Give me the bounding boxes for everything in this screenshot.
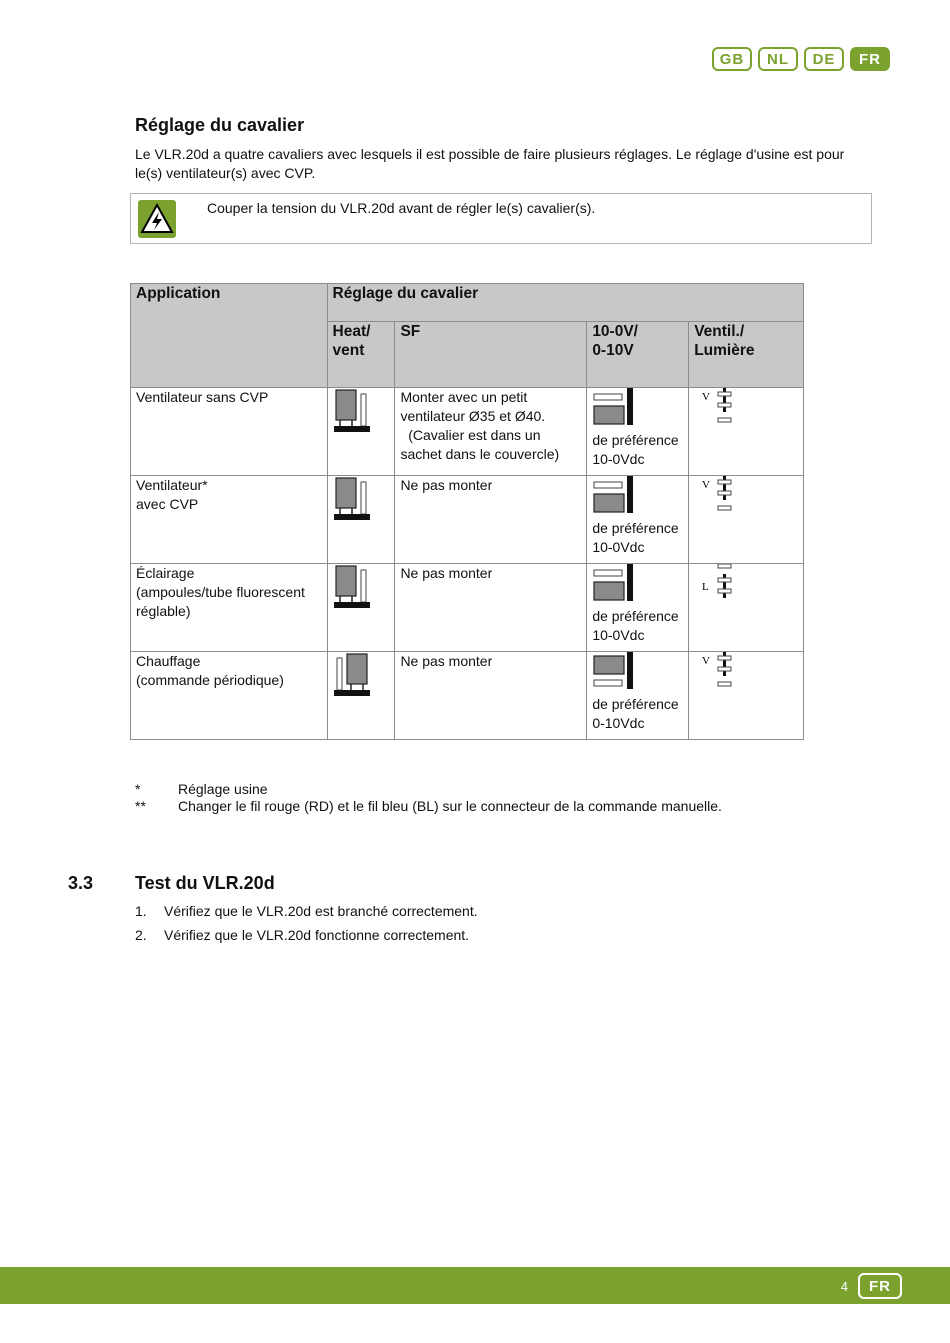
cell-heat [327,652,395,740]
list-item: 2. Vérifiez que le VLR.20d fonctionne correctement. [135,927,470,943]
intro-paragraph: Le VLR.20d a quatre cavaliers avec lesquels il est possible de faire plusieurs réglages. Le réglage d'usine est pour le(s) ventilateur(s) avec CVP. [135,146,845,181]
table-row [131,564,804,652]
cell-sf: Monter avec un petit ventilateur Ø35 et Ø40. (Cavalier est dans un sachet dans le couvercle) [395,388,587,476]
jumper-010v-icon [592,388,638,426]
footer-lang-tab: FR [858,1273,902,1299]
section-title: Réglage du cavalier [135,115,305,135]
cell-vent [689,564,804,652]
lang-tab-nl[interactable]: NL [758,47,798,71]
cell-heat [327,476,395,564]
jumper-heat-icon [333,564,373,610]
lang-tab-fr[interactable]: FR [850,47,890,71]
cell-application: Éclairage (ampoules/tube fluorescent réglable) [131,564,328,652]
cell-010v [587,652,689,740]
jumper-heat-icon [333,652,373,698]
cell-vent [689,476,804,564]
svg-text:L: L [702,581,709,593]
preference-text: de préférence 10-0Vdc [592,432,679,467]
jumper-vent-icon [694,564,734,602]
cell-010v [587,388,689,476]
footnotes [135,781,722,815]
col-header-vent: Ventil./ Lumière [689,322,804,388]
table-row [131,652,804,740]
language-tabs [712,47,890,71]
jumper-table [130,283,804,740]
lang-tab-gb[interactable]: GB [712,47,752,71]
col-header-heat: Heat/ vent [327,322,395,388]
jumper-heat-icon [333,476,373,522]
cell-application: Chauffage (commande périodique) [131,652,328,740]
jumper-heat-icon [333,388,373,434]
footer-bar [0,1267,950,1304]
svg-text:V: V [702,391,711,403]
table-row [131,476,804,564]
lang-tab-de[interactable]: DE [804,47,844,71]
test-steps [135,903,478,951]
cell-010v [587,476,689,564]
jumper-vent-icon [694,476,734,514]
section-number: 3.3 [68,873,94,893]
warning-text: Couper la tension du VLR.20d avant de régler le(s) cavalier(s). [207,200,596,216]
preference-text: de préférence 0-10Vdc [592,696,679,731]
list-item: 1. Vérifiez que le VLR.20d est branché correctement. [135,903,478,919]
cell-sf: Ne pas monter [395,564,587,652]
cell-sf: Ne pas monter [395,476,587,564]
cell-application: Ventilateur sans CVP [131,388,328,476]
warning-box [130,193,872,244]
electric-hazard-icon [137,199,177,239]
cell-heat [327,388,395,476]
jumper-vent-icon [694,652,734,690]
footnote: * Réglage usine [135,781,268,797]
table-row [131,388,804,476]
jumper-010v-icon [592,564,638,602]
svg-text:V: V [702,655,711,667]
jumper-vent-icon [694,388,734,426]
cell-application: Ventilateur* avec CVP [131,476,328,564]
cell-vent [689,652,804,740]
cell-010v [587,564,689,652]
col-header-sf: SF [395,322,587,388]
cell-vent [689,388,804,476]
cell-sf: Ne pas monter [395,652,587,740]
cell-heat [327,564,395,652]
preference-text: de préférence 10-0Vdc [592,520,679,555]
test-section-title: Test du VLR.20d [135,873,275,893]
jumper-010v-icon [592,476,638,514]
preference-text: de préférence 10-0Vdc [592,608,679,643]
col-header-application: Application [131,284,328,388]
col-header-jumper-group: Réglage du cavalier [327,284,803,322]
col-header-010v: 10-0V/ 0-10V [587,322,689,388]
jumper-010v-icon [592,652,638,690]
footnote: ** Changer le fil rouge (RD) et le fil bleu (BL) sur le connecteur de la commande manuelle. [135,798,722,814]
page-number: 4 [840,1279,848,1294]
svg-text:V: V [702,479,711,491]
